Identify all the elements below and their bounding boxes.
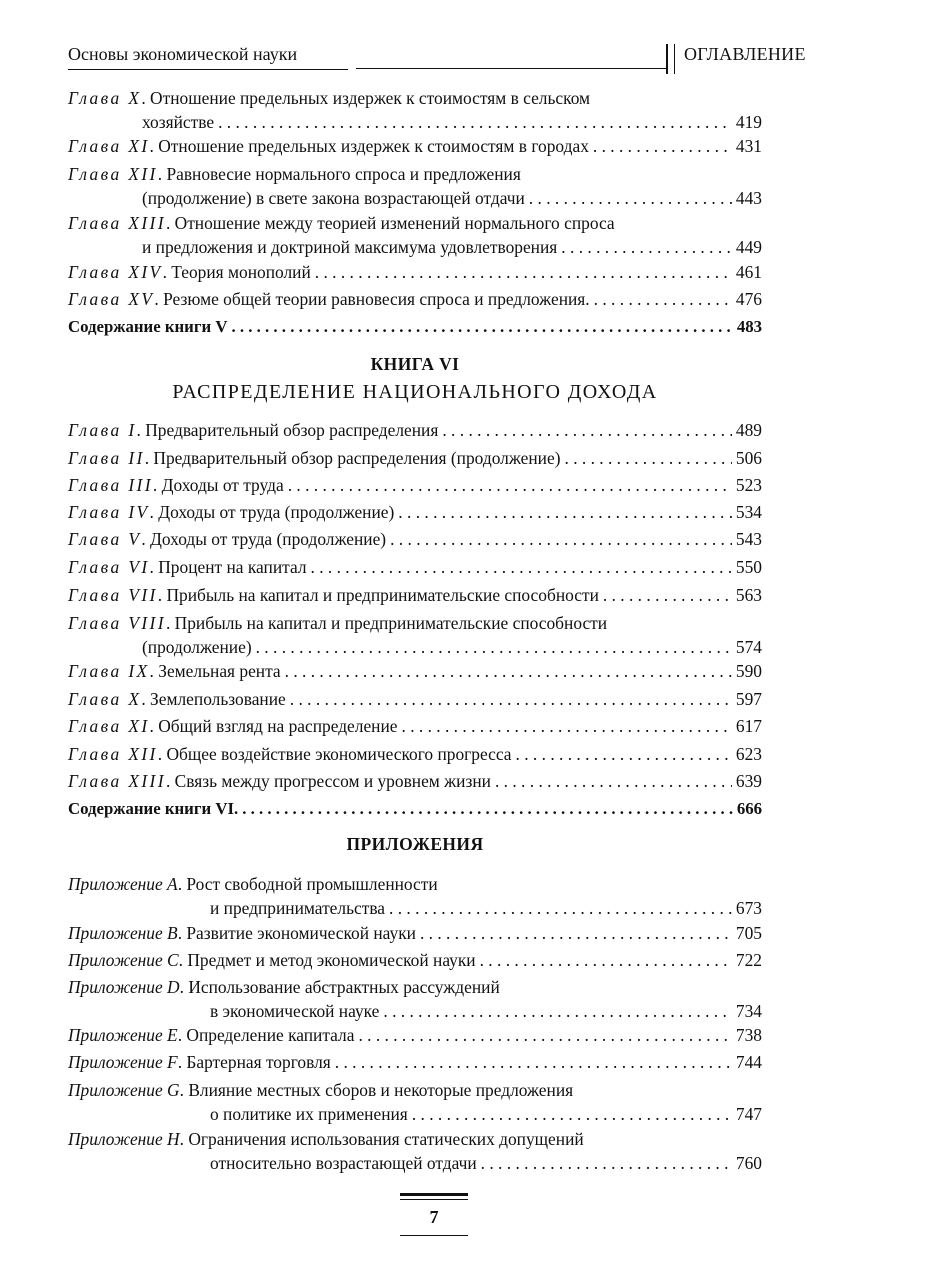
entry-first-line: [68, 583, 762, 607]
chapter-entry[interactable]: [68, 555, 762, 579]
page-number-ref: 449: [735, 237, 762, 257]
entry-title: . Равновесие нормального спроса и предложения: [157, 164, 521, 184]
page-number-ref: 666: [736, 799, 762, 818]
entry-label: Приложение B: [68, 923, 178, 943]
page-number-ref: 563: [735, 585, 762, 605]
contents-entry[interactable]: [68, 797, 762, 821]
entry-first-line: [68, 418, 762, 442]
page-number-ref: 506: [735, 448, 762, 468]
appendix-entry[interactable]: [68, 948, 762, 972]
dot-leader: [288, 473, 732, 497]
chapter-entry[interactable]: [68, 769, 762, 793]
dot-leader: [565, 446, 732, 470]
entry-label: Приложение G: [68, 1080, 180, 1100]
entry-first-line: [68, 473, 762, 497]
entry-title: . Общее воздействие экономического прогресса: [157, 744, 512, 764]
page-number-ref: 590: [735, 661, 762, 681]
chapter-entry[interactable]: [68, 687, 762, 711]
entry-title: . Землепользование: [141, 689, 286, 709]
entry-label: Глава XII: [68, 744, 158, 764]
entry-continuation-line: [68, 110, 762, 134]
entry-first-line: [68, 1078, 762, 1102]
entry-title: . Предварительный обзор распределения (продолжение): [144, 448, 561, 468]
dot-leader: [495, 769, 732, 793]
entry-first-line: [68, 500, 762, 524]
dot-leader: [311, 555, 732, 579]
dot-leader: [383, 999, 732, 1023]
page-number-ref: 443: [735, 188, 762, 208]
dot-leader: [420, 921, 732, 945]
page-number-ref: 574: [735, 637, 762, 657]
page-number-ref: 597: [735, 689, 762, 709]
entry-first-line: [68, 742, 762, 766]
page-number-ref: 722: [735, 950, 762, 970]
page-number-ref: 734: [735, 1001, 762, 1021]
book-6-subheading: РАСПРЕДЕЛЕНИЕ НАЦИОНАЛЬНОГО ДОХОДА: [172, 381, 658, 403]
page-number-ref: 489: [735, 420, 762, 440]
entry-label: Глава II: [68, 448, 145, 468]
page-number-ref: 617: [735, 716, 762, 736]
entry-title: Содержание книги VI.: [68, 799, 239, 818]
entry-title: . Теория монополий: [162, 262, 311, 282]
chapter-entry[interactable]: [68, 742, 762, 766]
dot-leader: [242, 797, 733, 821]
entry-title: . Развитие экономической науки: [177, 923, 416, 943]
dot-leader: [256, 635, 732, 659]
appendix-entry[interactable]: [68, 1050, 762, 1074]
dot-leader: [593, 134, 732, 158]
entry-first-line: [68, 134, 762, 158]
entry-continuation-line: [68, 635, 762, 659]
entry-first-line: [68, 769, 762, 793]
chapter-entry[interactable]: [68, 162, 762, 210]
page-number-ref: 543: [735, 529, 762, 549]
entry-label: Глава XV: [68, 289, 155, 309]
dot-leader: [285, 659, 732, 683]
entry-continuation-line: [68, 1102, 762, 1126]
entry-first-line: [68, 611, 762, 635]
chapter-entry[interactable]: [68, 86, 762, 134]
entry-label: Глава V: [68, 529, 142, 549]
entry-title: . Земельная рента: [149, 661, 281, 681]
entry-title-continued: и предпринимательства: [210, 898, 386, 918]
chapter-entry[interactable]: [68, 583, 762, 607]
dot-leader: [390, 527, 732, 551]
entry-first-line: [68, 86, 762, 110]
entry-title: . Процент на капитал: [149, 557, 307, 577]
entry-label: Глава XIV: [68, 262, 163, 282]
entry-title: . Отношение предельных издержек к стоимостям в городах: [149, 136, 589, 156]
entry-first-line: [68, 714, 762, 738]
entry-continuation-line: [68, 235, 762, 259]
dot-leader: [603, 583, 732, 607]
page-footer: [400, 1193, 468, 1238]
entry-label: Приложение E: [68, 1025, 178, 1045]
chapter-entry[interactable]: [68, 659, 762, 683]
entry-title: . Влияние местных сборов и некоторые предложения: [179, 1080, 574, 1100]
footer-rule-thick: [400, 1193, 468, 1196]
page-number-ref: 550: [735, 557, 762, 577]
header-rule: [356, 68, 666, 69]
entry-label: Приложение A: [68, 874, 178, 894]
entry-title-continued: в экономической науке: [210, 1001, 380, 1021]
entry-continuation-line: [68, 1151, 762, 1175]
entry-first-line: [68, 659, 762, 683]
dot-leader: [480, 948, 732, 972]
page-number-ref: 673: [735, 898, 762, 918]
dot-leader: [594, 287, 732, 311]
entry-label: Глава VIII: [68, 613, 166, 633]
entry-title: . Определение капитала: [177, 1025, 355, 1045]
entry-first-line: [68, 921, 762, 945]
entry-label: Глава X: [68, 88, 142, 108]
entry-title: . Резюме общей теории равновесия спроса и предложения.: [154, 289, 590, 309]
page-number-ref: 476: [735, 289, 762, 309]
entry-first-line: [68, 1023, 762, 1047]
chapter-entry[interactable]: [68, 418, 762, 442]
entry-title: . Предмет и метод экономической науки: [178, 950, 476, 970]
chapter-entry[interactable]: [68, 260, 762, 284]
entry-first-line: [68, 687, 762, 711]
page-number-ref: 760: [735, 1153, 762, 1173]
appendix-entry[interactable]: [68, 872, 762, 920]
entry-title-continued: о политике их применения: [210, 1104, 408, 1124]
entry-label: Глава X: [68, 689, 142, 709]
appendices-heading: ПРИЛОЖЕНИЯ: [346, 834, 484, 854]
dot-leader: [516, 742, 732, 766]
footer-rule-thin: [400, 1199, 468, 1200]
entry-first-line: [68, 797, 762, 821]
entry-label: Глава XII: [68, 164, 158, 184]
entry-title: . Связь между прогрессом и уровнем жизни: [165, 771, 491, 791]
page-number-ref: 639: [735, 771, 762, 791]
page-number-ref: 747: [735, 1104, 762, 1124]
section-title: ОГЛАВЛЕНИЕ: [684, 44, 806, 64]
entry-label: Глава XIII: [68, 213, 166, 233]
entry-label: Приложение H: [68, 1129, 180, 1149]
dot-leader: [529, 186, 732, 210]
entry-title-continued: (продолжение): [142, 637, 252, 657]
entry-label: Глава XI: [68, 716, 150, 736]
book-title: Основы экономической науки: [68, 44, 298, 64]
dot-leader: [358, 1023, 731, 1047]
entry-label: Глава IX: [68, 661, 150, 681]
chapter-entry[interactable]: [68, 611, 762, 659]
entry-label: Глава IV: [68, 502, 150, 522]
appendix-entry[interactable]: [68, 1127, 762, 1175]
dot-leader: [481, 1151, 732, 1175]
entry-first-line: [68, 162, 762, 186]
chapter-entry[interactable]: [68, 473, 762, 497]
book-6-heading: КНИГА VI: [370, 354, 460, 374]
entry-title: . Прибыль на капитал и предпринимательские способности: [157, 585, 599, 605]
entry-first-line: [68, 287, 762, 311]
dot-leader: [389, 896, 732, 920]
entry-title-continued: относительно возрастающей отдачи: [210, 1153, 477, 1173]
entry-first-line: [68, 948, 762, 972]
page-number-ref: 461: [735, 262, 762, 282]
chapter-entry[interactable]: [68, 134, 762, 158]
dot-leader: [335, 1050, 732, 1074]
entry-title: . Прибыль на капитал и предпринимательские способности: [165, 613, 608, 633]
entry-first-line: [68, 315, 762, 339]
chapter-entry[interactable]: [68, 500, 762, 524]
entry-label: Приложение F: [68, 1052, 178, 1072]
entry-title: . Общий взгляд на распределение: [149, 716, 398, 736]
page-number-ref: 738: [735, 1025, 762, 1045]
appendix-entry[interactable]: [68, 921, 762, 945]
chapter-entry[interactable]: [68, 287, 762, 311]
entry-title: . Рост свободной промышленности: [177, 874, 438, 894]
entry-title: Содержание книги V: [68, 317, 228, 336]
footer-rule-bottom: [400, 1235, 468, 1236]
title-underline: [68, 69, 348, 70]
entry-label: Глава XIII: [68, 771, 166, 791]
entry-title: . Отношение между теорией изменений нормального спроса: [165, 213, 615, 233]
entry-title: . Предварительный обзор распределения: [136, 420, 439, 440]
dot-leader: [442, 418, 732, 442]
entry-label: Глава I: [68, 420, 137, 440]
page-number-ref: 534: [735, 502, 762, 522]
entry-first-line: [68, 975, 762, 999]
entry-first-line: [68, 527, 762, 551]
entry-label: Глава III: [68, 475, 153, 495]
entry-first-line: [68, 260, 762, 284]
entry-continuation-line: [68, 999, 762, 1023]
entry-label: Глава VII: [68, 585, 158, 605]
entry-label: Приложение D: [68, 977, 180, 997]
page-number-ref: 705: [735, 923, 762, 943]
running-header: [68, 40, 806, 74]
entry-title: . Доходы от труда (продолжение): [149, 502, 395, 522]
page-number-ref: 744: [735, 1052, 762, 1072]
entry-title: . Ограничения использования статических допущений: [179, 1129, 584, 1149]
entry-first-line: [68, 872, 762, 896]
dot-leader: [398, 500, 732, 524]
entry-title: . Бартерная торговля: [177, 1052, 331, 1072]
entry-title-continued: (продолжение) в свете закона возрастающей отдачи: [142, 188, 525, 208]
chapter-entry[interactable]: [68, 211, 762, 259]
dot-leader: [218, 110, 732, 134]
appendix-entry[interactable]: [68, 1023, 762, 1047]
entry-title: . Отношение предельных издержек к стоимостям в сельском: [141, 88, 591, 108]
page-number-ref: 523: [735, 475, 762, 495]
entry-label: Глава XI: [68, 136, 150, 156]
appendix-entry[interactable]: [68, 1078, 762, 1126]
header-double-bar: [666, 44, 675, 74]
dot-leader: [290, 687, 732, 711]
entry-title: . Доходы от труда (продолжение): [141, 529, 387, 549]
page-number: 7: [429, 1207, 439, 1227]
entry-title: . Использование абстрактных рассуждений: [179, 977, 500, 997]
entry-title: . Доходы от труда: [152, 475, 284, 495]
chapter-entry[interactable]: [68, 714, 762, 738]
chapter-entry[interactable]: [68, 527, 762, 551]
dot-leader: [231, 315, 732, 339]
entry-label: Глава VI: [68, 557, 150, 577]
entry-first-line: [68, 211, 762, 235]
appendix-entry[interactable]: [68, 975, 762, 1023]
entry-continuation-line: [68, 896, 762, 920]
entry-first-line: [68, 446, 762, 470]
page-number-ref: 623: [735, 744, 762, 764]
entry-label: Приложение C: [68, 950, 179, 970]
entry-title-continued: хозяйстве: [142, 112, 215, 132]
dot-leader: [402, 714, 732, 738]
entry-first-line: [68, 1050, 762, 1074]
dot-leader: [315, 260, 732, 284]
page-number-ref: 419: [735, 112, 762, 132]
chapter-entry[interactable]: [68, 446, 762, 470]
dot-leader: [561, 235, 732, 259]
entry-first-line: [68, 555, 762, 579]
page-number-ref: 483: [736, 317, 762, 336]
page-number-ref: 431: [735, 136, 762, 156]
entry-title-continued: и предложения и доктриной максимума удовлетворения: [142, 237, 558, 257]
dot-leader: [412, 1102, 732, 1126]
entry-continuation-line: [68, 186, 762, 210]
contents-entry[interactable]: [68, 315, 762, 339]
entry-first-line: [68, 1127, 762, 1151]
